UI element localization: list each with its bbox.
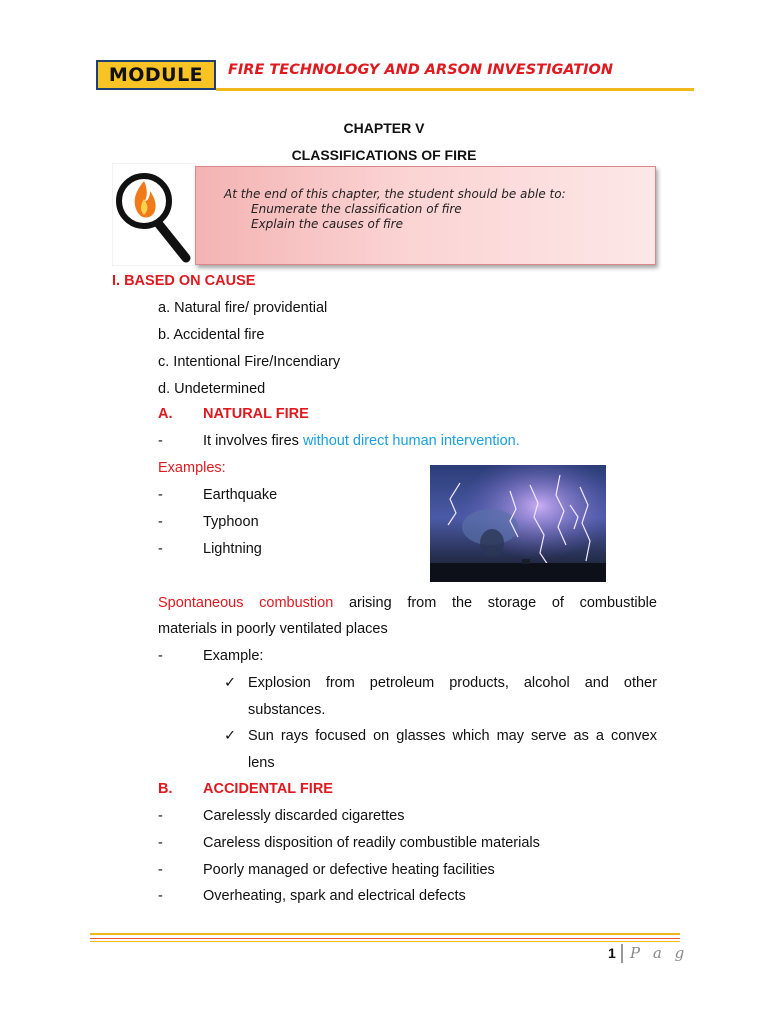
course-title: FIRE TECHNOLOGY AND ARSON INVESTIGATION bbox=[228, 62, 614, 78]
bullet-dash: - bbox=[158, 433, 163, 449]
word: convex bbox=[611, 728, 657, 744]
description-highlight: without direct human intervention. bbox=[302, 433, 520, 449]
footer-divider bbox=[90, 941, 680, 942]
example-item: Lightning bbox=[203, 541, 262, 557]
word: other bbox=[623, 675, 657, 691]
lightning-storm-image bbox=[430, 465, 606, 582]
bullet-dash: - bbox=[158, 835, 163, 851]
list-item: c. Intentional Fire/Incendiary bbox=[158, 354, 341, 370]
word: as bbox=[573, 728, 589, 744]
checkmark-icon: ✓ bbox=[224, 675, 237, 691]
word: Sun bbox=[248, 728, 274, 744]
word: serve bbox=[531, 728, 567, 744]
word: products, bbox=[449, 675, 509, 691]
bullet-dash: - bbox=[158, 541, 163, 557]
objective-item: Explain the causes of fire bbox=[251, 217, 403, 231]
word: a bbox=[595, 728, 604, 744]
bullet-dash: - bbox=[158, 808, 163, 824]
bullet-dash: - bbox=[158, 648, 163, 664]
module-label: MODULE bbox=[108, 64, 204, 86]
subsection-letter: A. bbox=[158, 406, 173, 422]
word: from bbox=[325, 675, 355, 691]
word: alcohol bbox=[523, 675, 570, 691]
natural-fire-description bbox=[203, 433, 520, 449]
word: may bbox=[496, 728, 524, 744]
word: rays bbox=[280, 728, 309, 744]
check-item-1-line-1 bbox=[248, 675, 657, 691]
module-badge bbox=[96, 60, 216, 90]
chapter-number: CHAPTER V bbox=[343, 120, 425, 136]
word: the bbox=[451, 595, 473, 611]
word: storage bbox=[487, 595, 537, 611]
footer-divider bbox=[90, 938, 680, 939]
example-item: Typhoon bbox=[203, 514, 259, 530]
footer-divider bbox=[90, 933, 680, 935]
word: on bbox=[373, 728, 390, 744]
description-text: It involves fires bbox=[203, 433, 299, 449]
chapter-title: CLASSIFICATIONS OF FIRE bbox=[291, 147, 477, 163]
examples-label: Examples: bbox=[158, 460, 226, 476]
word: glasses bbox=[396, 728, 446, 744]
list-item: b. Accidental fire bbox=[158, 327, 265, 343]
spontaneous-line-2: materials in poorly ventilated places bbox=[158, 621, 388, 637]
example-item: Earthquake bbox=[203, 487, 278, 503]
spontaneous-line-1 bbox=[158, 595, 657, 611]
bullet-dash: - bbox=[158, 862, 163, 878]
learning-objectives-box bbox=[195, 166, 656, 265]
word: arising bbox=[348, 595, 392, 611]
magnifier-fire-icon bbox=[112, 163, 196, 266]
word: petroleum bbox=[369, 675, 435, 691]
word: focused bbox=[315, 728, 367, 744]
header-divider bbox=[216, 88, 694, 91]
accidental-item: Careless disposition of readily combustible materials bbox=[203, 835, 540, 851]
page-separator bbox=[621, 944, 623, 963]
bullet-dash: - bbox=[158, 514, 163, 530]
subsection-letter: B. bbox=[158, 781, 173, 797]
list-item: d. Undetermined bbox=[158, 381, 266, 397]
word: Explosion bbox=[248, 675, 311, 691]
bullet-dash: - bbox=[158, 487, 163, 503]
word: of bbox=[551, 595, 564, 611]
accidental-item: Carelessly discarded cigarettes bbox=[203, 808, 405, 824]
word: combustible bbox=[579, 595, 657, 611]
bullet-dash: - bbox=[158, 888, 163, 904]
section-heading: I. BASED ON CAUSE bbox=[112, 273, 256, 289]
accidental-item: Poorly managed or defective heating facilities bbox=[203, 862, 495, 878]
check-item-1-line-2: substances. bbox=[248, 702, 326, 718]
objective-item: Enumerate the classification of fire bbox=[251, 202, 462, 216]
check-item-2-line-2: lens bbox=[248, 755, 275, 771]
highlight-word: Spontaneous bbox=[158, 595, 244, 611]
objectives-intro: At the end of this chapter, the student should be able to: bbox=[224, 187, 566, 201]
subsection-heading: NATURAL FIRE bbox=[203, 406, 309, 422]
highlight-word: combustion bbox=[259, 595, 334, 611]
word: from bbox=[407, 595, 437, 611]
word: which bbox=[452, 728, 490, 744]
example-label: Example: bbox=[203, 648, 264, 664]
list-item: a. Natural fire/ providential bbox=[158, 300, 328, 316]
word: and bbox=[584, 675, 609, 691]
check-item-2-line-1 bbox=[248, 728, 657, 744]
page-label: P a g bbox=[630, 944, 689, 962]
checkmark-icon: ✓ bbox=[224, 728, 237, 744]
page-number: 1 bbox=[608, 945, 616, 961]
subsection-heading: ACCIDENTAL FIRE bbox=[203, 781, 333, 797]
accidental-item: Overheating, spark and electrical defects bbox=[203, 888, 466, 904]
